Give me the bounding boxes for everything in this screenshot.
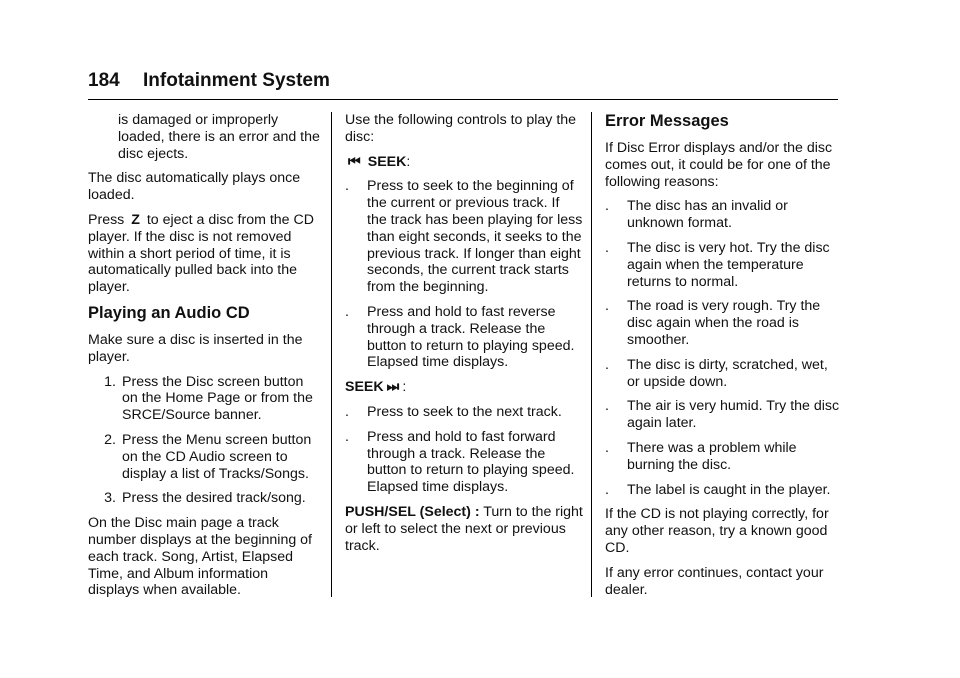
list-item — [345, 178, 583, 296]
list-item-text: The air is very humid. Try the disc again later. — [627, 398, 840, 432]
list-item — [605, 440, 841, 474]
list-item — [605, 357, 841, 391]
list-item-text: Press and hold to fast forward through a track. Release the button to return to playing speed. Elapsed time displays. — [367, 428, 575, 496]
list-item — [605, 198, 841, 232]
numbered-step — [88, 432, 320, 482]
column-divider-2 — [591, 112, 592, 597]
push-select-text: Turn to the right or left to select the next or previous track. — [345, 503, 583, 554]
seek-forward-label: SEEK — [345, 379, 384, 396]
list-item — [605, 240, 841, 290]
list-item — [605, 482, 841, 499]
heading-error-messages: Error Messages — [605, 112, 729, 130]
seek-forward-icon: ⏭ — [386, 379, 400, 396]
list-item — [345, 304, 583, 371]
bullet: . — [605, 481, 609, 498]
numbered-step — [88, 374, 320, 424]
bullet: . — [605, 356, 609, 373]
list-item-text: The disc has an invalid or unknown format. — [627, 198, 788, 232]
list-item-text: There was a problem while burning the disc. — [627, 439, 797, 473]
page-number: 184 — [88, 70, 120, 91]
seek-forward-heading — [345, 379, 583, 396]
bullet: . — [345, 403, 349, 420]
push-select-label: PUSH/SEL (Select) : — [345, 503, 480, 520]
paragraph: If any error continues, contact your dealer. — [605, 564, 824, 598]
page-header — [88, 70, 838, 98]
step-text: Press the desired track/song. — [122, 490, 306, 507]
bullet: . — [605, 439, 609, 456]
bullet: . — [605, 398, 609, 415]
column-1 — [88, 112, 320, 607]
heading-playing-audio-cd: Playing an Audio CD — [88, 303, 250, 322]
step-number: 2. — [104, 431, 116, 448]
section-title: Infotainment System — [143, 70, 330, 91]
bullet: . — [345, 178, 349, 195]
push-select-paragraph — [345, 504, 583, 554]
step-number: 3. — [104, 490, 116, 507]
bullet: . — [605, 298, 609, 315]
list-item — [605, 398, 841, 432]
bullet: . — [345, 303, 349, 320]
column-divider-1 — [331, 112, 332, 597]
eject-icon: Z — [131, 211, 140, 228]
list-item — [605, 298, 841, 348]
bullet: . — [345, 428, 349, 445]
eject-text-pre: Press — [88, 211, 125, 228]
seek-back-icon: ⏮ — [348, 153, 361, 170]
continued-text: is damaged or improperly loaded, there is an error and the disc ejects. — [118, 112, 320, 162]
list-item-text: Press to seek to the beginning of the current or previous track. If the track has been playing for less than eight seconds, it seeks to the previous track. If longer than eight seconds, the current track starts from the beginning. — [367, 178, 583, 296]
list-item-text: The road is very rough. Try the disc again when the road is smoother. — [627, 298, 821, 348]
paragraph: The disc automatically plays once loaded. — [88, 170, 301, 204]
bullet: . — [605, 198, 609, 215]
column-3 — [605, 112, 841, 606]
paragraph: Use the following controls to play the disc: — [345, 112, 577, 145]
list-item-text: Press and hold to fast reverse through a track. Release the button to return to playing speed. Elapsed time displays. — [367, 303, 575, 371]
eject-paragraph — [88, 212, 320, 296]
column-2 — [345, 112, 583, 562]
list-item-text: The disc is dirty, scratched, wet, or upside down. — [627, 356, 828, 390]
paragraph: On the Disc main page a track number displays at the beginning of each track. Song, Artist, Elapsed Time, and Album information displays when available. — [88, 515, 312, 599]
paragraph: Make sure a disc is inserted in the player. — [88, 331, 303, 365]
list-item — [345, 404, 583, 421]
header-rule — [88, 99, 838, 100]
eject-text-post: to eject a disc from the CD player. If the disc is not removed within a short period of time, it is automatically pulled back into the player. — [88, 211, 315, 296]
seek-back-heading — [345, 154, 583, 171]
bullet: . — [605, 239, 609, 256]
step-number: 1. — [104, 373, 116, 390]
seek-back-label: SEEK — [367, 153, 407, 170]
paragraph: If the CD is not playing correctly, for any other reason, try a known good CD. — [605, 506, 829, 556]
list-item-text: The disc is very hot. Try the disc again when the temperature returns to normal. — [627, 239, 830, 290]
numbered-step — [88, 490, 320, 507]
list-item-text: Press to seek to the next track. — [367, 403, 562, 420]
paragraph: If Disc Error displays and/or the disc comes out, it could be for one of the following reasons: — [605, 140, 833, 190]
seek-forward-colon: : — [402, 379, 407, 396]
step-text: Press the Menu screen button on the CD Audio screen to display a list of Tracks/Songs. — [122, 431, 312, 482]
list-item — [345, 429, 583, 496]
seek-back-colon: : — [406, 153, 411, 170]
list-item-text: The label is caught in the player. — [627, 481, 831, 498]
step-text: Press the Disc screen button on the Home Page or from the SRCE/Source banner. — [122, 373, 313, 424]
